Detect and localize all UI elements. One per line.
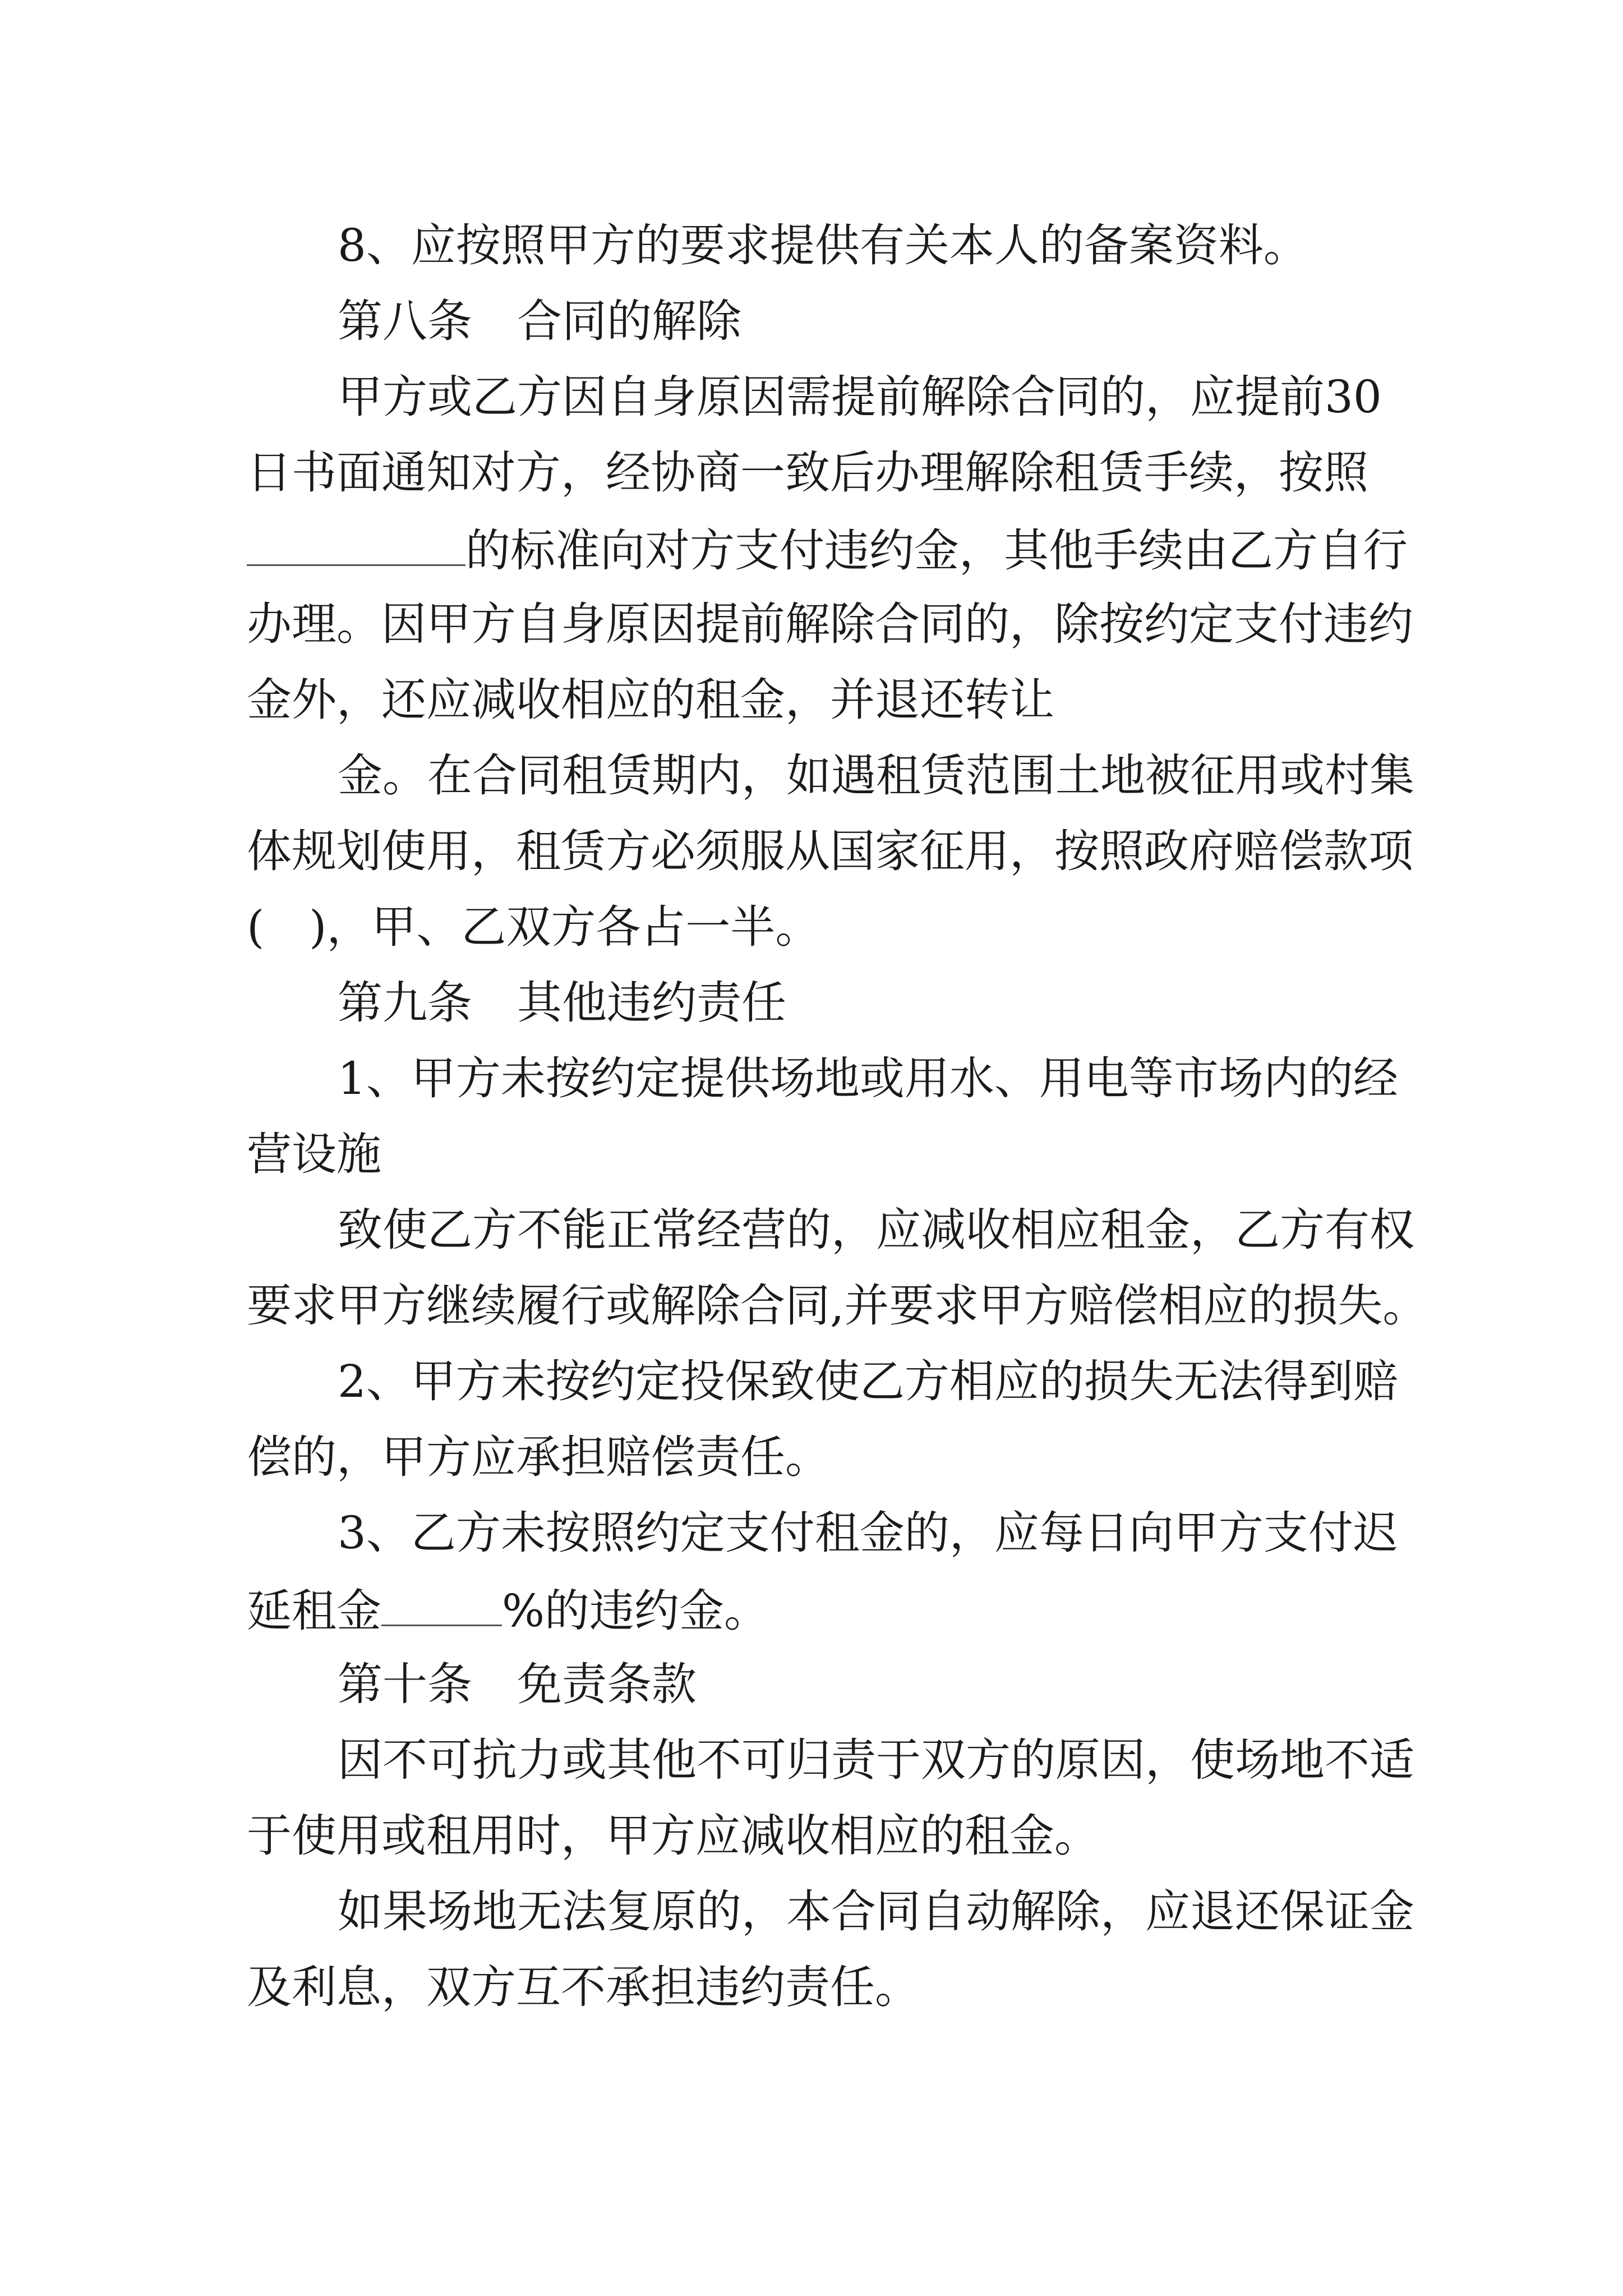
paragraph-line: 偿的，甲方应承担赔偿责任。 bbox=[247, 1431, 830, 1483]
paragraph-line: ( )，甲、乙双方各占一半。 bbox=[247, 901, 820, 953]
paragraph-line bbox=[247, 524, 1408, 577]
paragraph-line: 于使用或租用时，甲方应减收相应的租金。 bbox=[247, 1810, 1099, 1862]
article-9-heading: 第九条 其他违约责任 bbox=[338, 977, 786, 1029]
paragraph-line-text: %的违约金。 bbox=[502, 1585, 769, 1637]
paragraph-line: 甲方或乙方因自身原因需提前解除合同的，应提前30 bbox=[338, 371, 1382, 423]
paragraph-line: 2、甲方未按约定投保致使乙方相应的损失无法得到赔 bbox=[338, 1355, 1398, 1407]
clause-8-item-8: 8、应按照甲方的要求提供有关本人的备案资料。 bbox=[338, 219, 1308, 272]
article-8-heading: 第八条 合同的解除 bbox=[338, 295, 741, 347]
paragraph-line: 1、甲方未按约定提供场地或用水、用电等市场内的经 bbox=[338, 1052, 1398, 1105]
paragraph-line: 致使乙方不能正常经营的，应减收相应租金，乙方有权 bbox=[338, 1204, 1414, 1256]
paragraph-line: 如果场地无法复原的，本合同自动解除，应退还保证金 bbox=[338, 1885, 1414, 1938]
paragraph-line-text: 延租金 bbox=[247, 1585, 381, 1637]
paragraph-line: 体规划使用，租赁方必须服从国家征用，按照政府赔偿款项 bbox=[247, 825, 1413, 877]
paragraph-line: 营设施 bbox=[247, 1128, 381, 1180]
paragraph-line: 及利息，双方互不承担违约责任。 bbox=[247, 1961, 920, 2013]
paragraph-line: 金。在合同租赁期内，如遇租赁范围土地被征用或村集 bbox=[338, 749, 1414, 802]
fill-in-blank bbox=[381, 1586, 502, 1626]
paragraph-line: 金外，还应减收相应的租金，并退还转让 bbox=[247, 674, 1054, 726]
paragraph-line-text: 的标准向对方支付违约金，其他手续由乙方自行 bbox=[465, 524, 1408, 577]
paragraph-line: 因不可抗力或其他不可归责于双方的原因，使场地不适 bbox=[338, 1734, 1414, 1786]
paragraph-line bbox=[247, 1585, 769, 1637]
paragraph-line: 要求甲方继续履行或解除合同,并要求甲方赔偿相应的损失。 bbox=[247, 1280, 1428, 1332]
article-10-heading: 第十条 免责条款 bbox=[338, 1658, 697, 1710]
paragraph-line: 日书面通知对方，经协商一致后办理解除租赁手续，按照 bbox=[247, 447, 1368, 499]
fill-in-blank bbox=[247, 526, 465, 566]
paragraph-line: 办理。因甲方自身原因提前解除合同的，除按约定支付违约 bbox=[247, 598, 1413, 650]
paragraph-line: 3、乙方未按照约定支付租金的，应每日向甲方支付迟 bbox=[338, 1507, 1398, 1559]
